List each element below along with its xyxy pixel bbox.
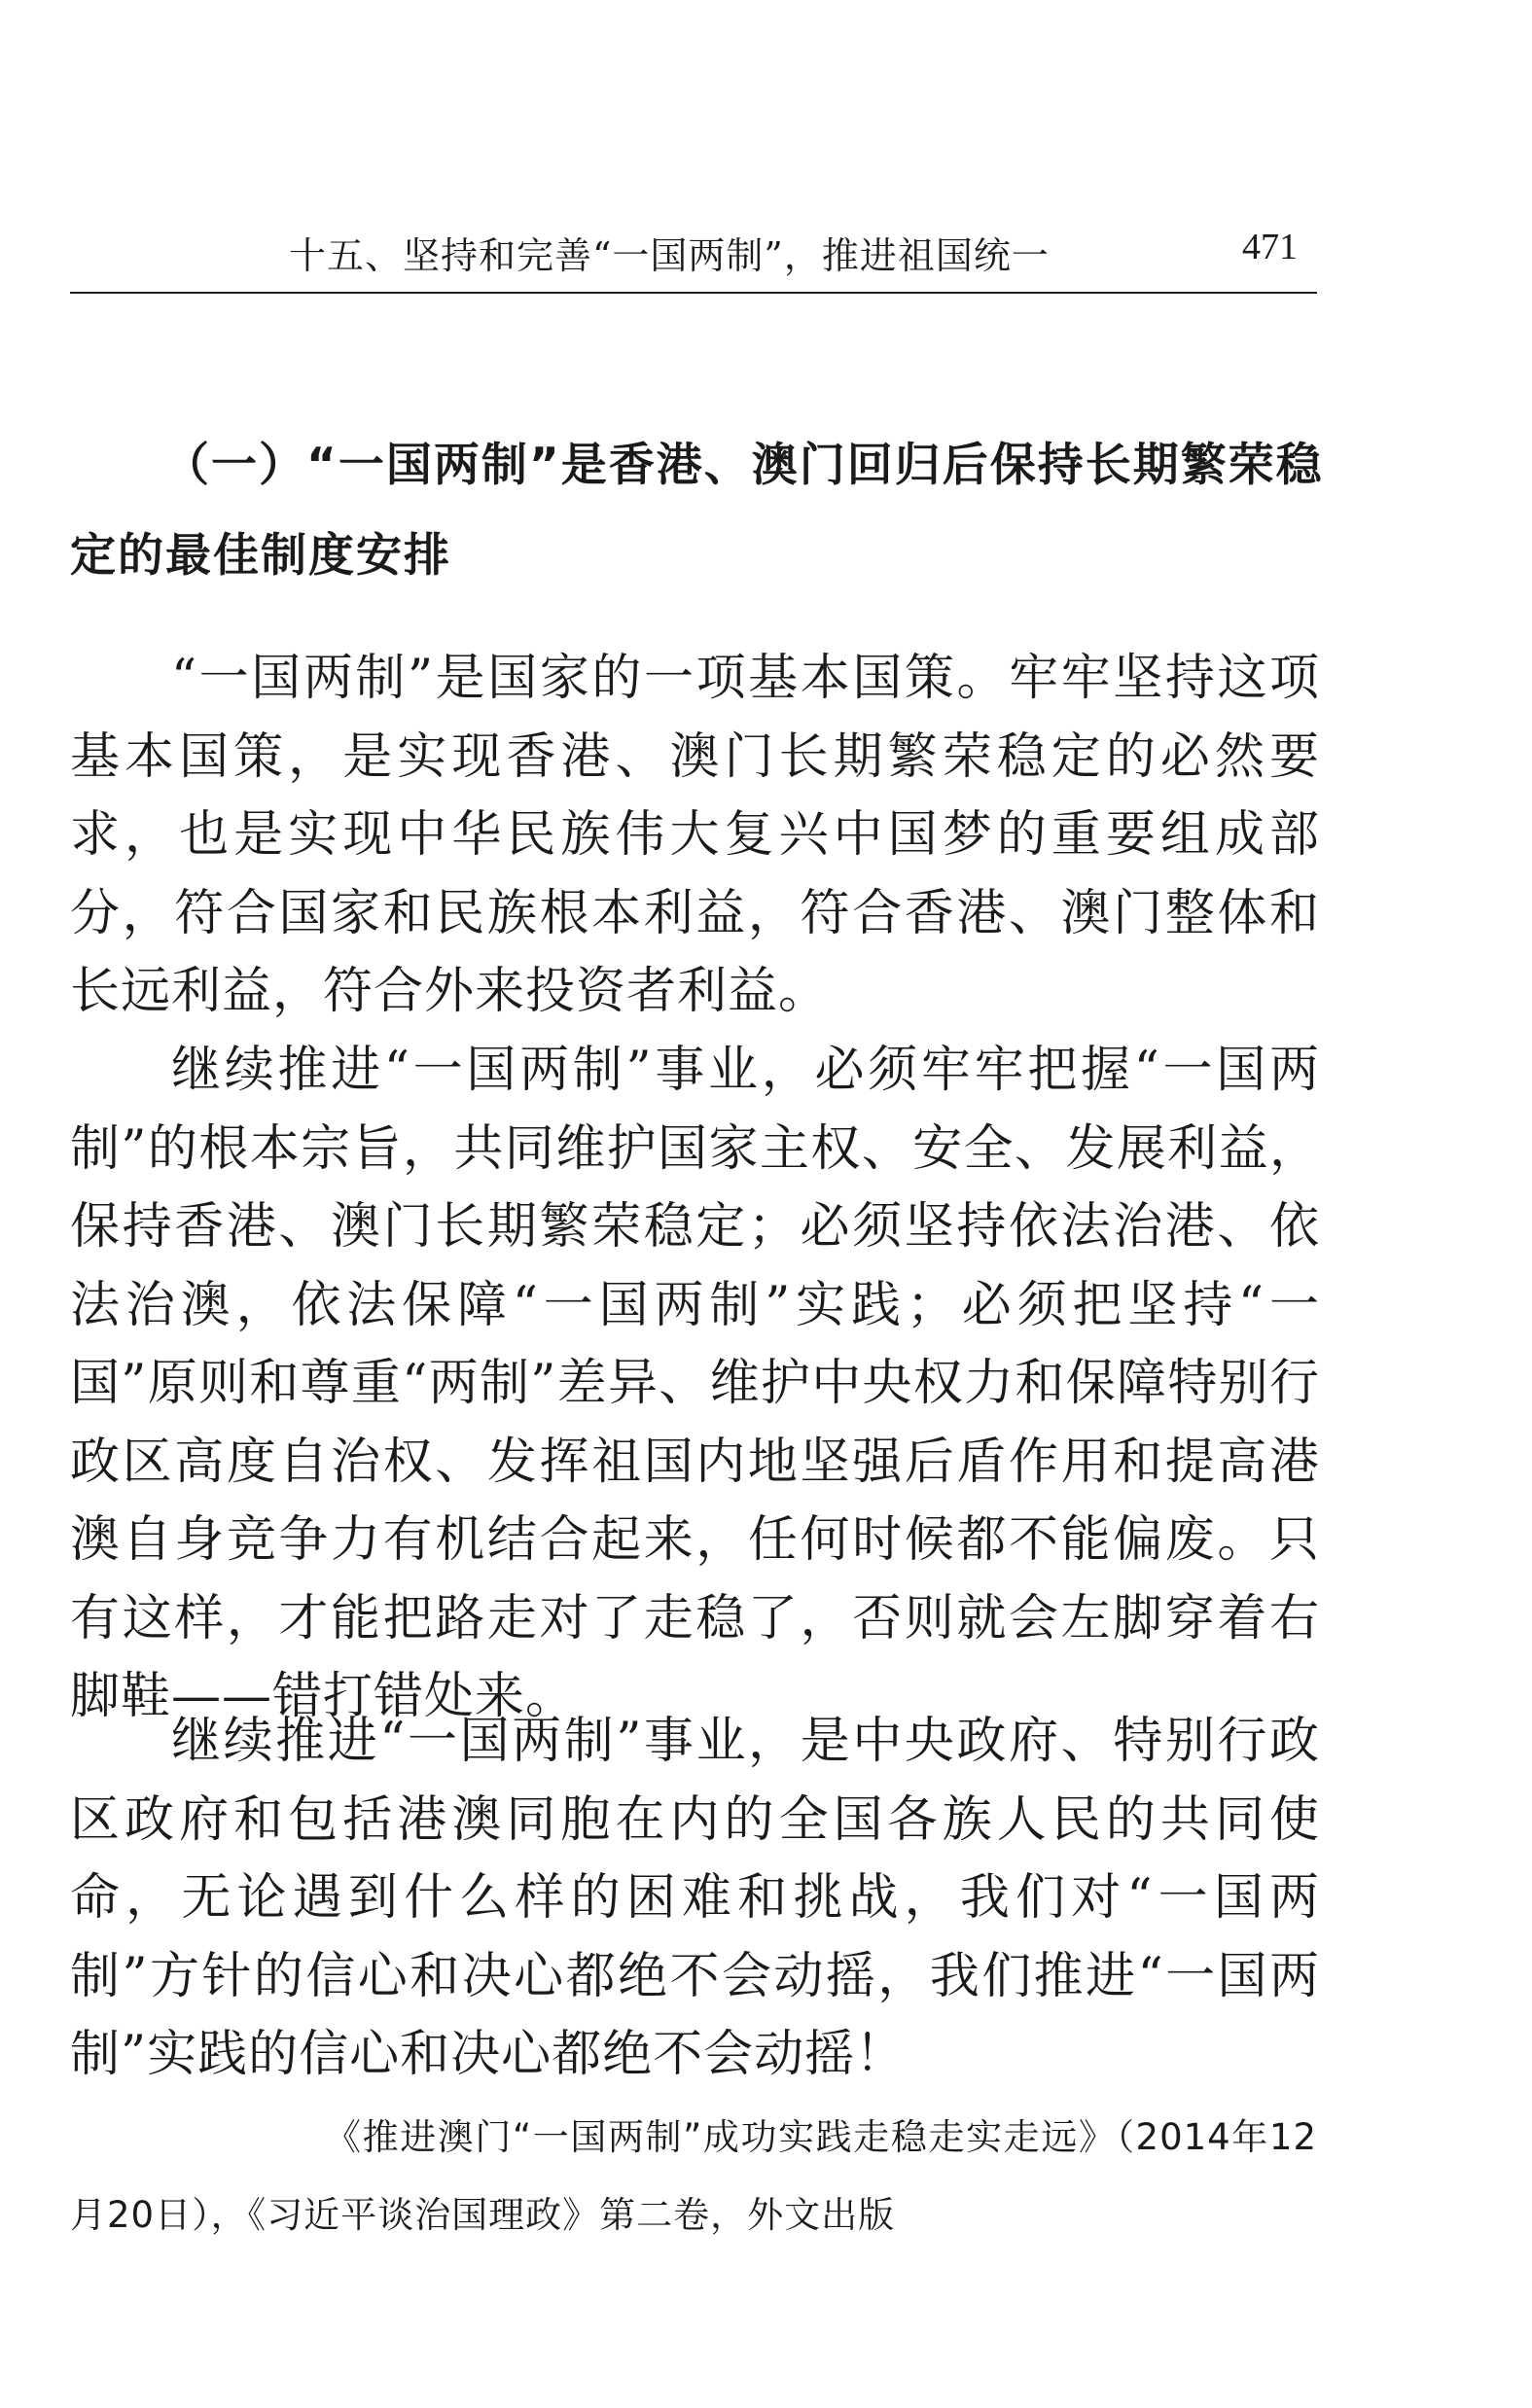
page-number: 471 <box>1242 227 1298 267</box>
body-paragraph-3: 继续推进“一国两制”事业，是中央政府、特别行政区政府和包括港澳同胞在内的全国各族人民的共同使命，无论遇到什么样的困难和挑战，我们对“一国两制”方针的信心和决心都绝不会动摇，我们推进“一国两制”实践的信心和决心都绝不会动摇！ <box>70 1713 1320 2083</box>
body-paragraph-1: “一国两制”是国家的一项基本国策。牢牢坚持这项基本国策，是实现香港、澳门长期繁荣稳定的必然要求，也是实现中华民族伟大复兴中国梦的重要组成部分，符合国家和民族根本利益，符合香港、澳门整体和长远利益，符合外来投资者利益。 <box>70 650 1320 1020</box>
section-heading: （一）“一国两制”是香港、澳门回归后保持长期繁荣稳定的最佳制度安排 <box>70 439 1324 583</box>
running-head-title: 十五、坚持和完善“一国两制”，推进祖国统一 <box>289 234 1050 277</box>
body-paragraph-2: 继续推进“一国两制”事业，必须牢牢把握“一国两制”的根本宗旨，共同维护国家主权、安全、发展利益，保持香港、澳门长期繁荣稳定；必须坚持依法治港、依法治澳，依法保障“一国两制”实践；必须把坚持“一国”原则和尊重“两制”差异、维护中央权力和保障特别行政区高度自治权、发挥祖国内地坚强后盾作用和提高港澳自身竞争力有机结合起来，任何时候都不能偏废。只有这样，才能把路走对了走稳了，否则就会左脚穿着右脚鞋——错打错处来。 <box>70 1042 1320 1725</box>
running-header <box>70 222 1317 294</box>
source-citation: 《推进澳门“一国两制”成功实践走稳走实走远》（2014年12月20日），《习近平谈治国理政》第二卷，外文出版 <box>70 2116 1317 2236</box>
